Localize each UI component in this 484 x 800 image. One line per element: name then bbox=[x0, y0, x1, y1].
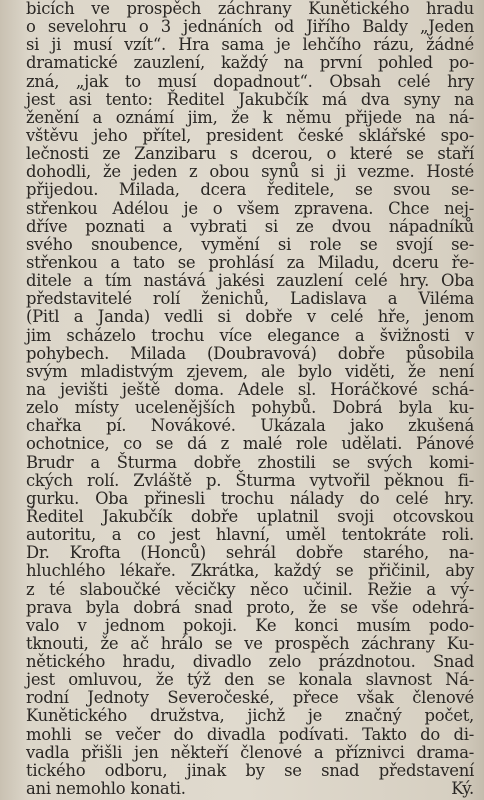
article-line-42: vadla přišli jen někteří členové a příznivci drama- bbox=[26, 742, 474, 762]
article-line-15: střenkou a tato se prohlásí za Miladu, dceru ře- bbox=[26, 252, 474, 272]
article-line-8: vštěvu jeho přítel, president české sklářské spo- bbox=[26, 125, 474, 145]
article-line-7: ženění a oznámí jim, že k němu přijede na ná- bbox=[26, 107, 474, 127]
article-line-31: Dr. Krofta (Honců) sehrál dobře starého, na- bbox=[26, 543, 474, 563]
author-signature: Ký. bbox=[451, 779, 474, 799]
article-line-25: ochotnice, co se dá z malé role udělati. Pánové bbox=[26, 434, 474, 454]
article-line-23: zelo místy ucelenějších pohybů. Dobrá byla ku- bbox=[26, 398, 474, 418]
article-line-39: rodní Jednoty Severočeské, přece však členové bbox=[26, 688, 474, 708]
article-line-5: zná, „jak to musí dopadnout“. Obsah celé hry bbox=[26, 71, 474, 91]
article-line-1: bicích ve prospěch záchrany Kunětického hradu bbox=[26, 0, 474, 18]
article-line-33: z té slaboučké věcičky něco učinil. Režie a vý- bbox=[26, 579, 474, 599]
article-line-16: ditele a tím nastává jakési zauzlení celé hry. Oba bbox=[26, 271, 474, 291]
article-line-28: gurku. Oba přinesli trochu nálady do celé hry. bbox=[26, 488, 474, 508]
article-last-line-text: ani nemohlo konati. bbox=[26, 779, 186, 799]
article-line-34: prava byla dobrá snad proto, že se vše odehrá- bbox=[26, 597, 474, 617]
article-line-37: nětického hradu, divadlo zelo prázdnotou. Snad bbox=[26, 652, 474, 672]
article-line-32: hluchlého lékaře. Zkrátka, každý se přičinil, aby bbox=[26, 561, 474, 581]
article-line-19: jim scházelo trochu více elegance a švižnosti v bbox=[26, 325, 474, 345]
article-line-22: na jevišti ještě doma. Adele sl. Horáčkové schá- bbox=[26, 379, 474, 399]
article-line-43: tického odboru, jinak by se snad představení bbox=[26, 760, 474, 780]
article-line-41: mohli se večer do divadla podívati. Takto do di- bbox=[26, 724, 474, 744]
article-line-3: si ji musí vzít“. Hra sama je lehčího rázu, žádné bbox=[26, 35, 474, 55]
article-line-9: lečnosti ze Zanzibaru s dcerou, o které se staří bbox=[26, 144, 474, 164]
article-line-17: představitelé rolí ženichů, Ladislava a Viléma bbox=[26, 289, 474, 309]
article-line-4: dramatické zauzlení, každý na první pohled po- bbox=[26, 53, 474, 73]
article-line-27: ckých rolí. Zvláště p. Šturma vytvořil pěknou fi- bbox=[26, 470, 474, 490]
article-line-12: střenkou Adélou je o všem zpravena. Chce nej- bbox=[26, 198, 474, 218]
article-line-36: tknouti, že ač hrálo se ve prospěch záchrany Ku- bbox=[26, 633, 474, 653]
article-line-13: dříve poznati a vybrati si ze dvou nápadníků bbox=[26, 216, 474, 236]
article-line-30: autoritu, a co jest hlavní, uměl tentokráte roli. bbox=[26, 525, 474, 545]
article-line-14: svého snoubence, vymění si role se svojí se- bbox=[26, 234, 474, 254]
article-line-38: jest omluvou, že týž den se konala slavnost Ná- bbox=[26, 670, 474, 690]
article-line-35: valo v jednom pokoji. Ke konci musím podo- bbox=[26, 615, 474, 635]
article-line-26: Brudr a Šturma dobře zhostili se svých komi- bbox=[26, 452, 474, 472]
article-line-18: (Pitl a Janda) vedli si dobře v celé hře, jenom bbox=[26, 307, 474, 327]
article-line-40: Kunětického družstva, jichž je značný počet, bbox=[26, 706, 474, 726]
article-line-20: pohybech. Milada (Doubravová) dobře působila bbox=[26, 343, 474, 363]
article-line-24: chařka pí. Novákové. Ukázala jako zkušená bbox=[26, 416, 474, 436]
article-line-6: jest asi tento: Ředitel Jakubčík má dva syny na bbox=[26, 89, 474, 109]
article-line-10: dohodli, že jeden z obou synů si ji vezme. Hosté bbox=[26, 162, 474, 182]
article-line-11: přijedou. Milada, dcera ředitele, se svou se- bbox=[26, 180, 474, 200]
article-line-21: svým mladistvým zjevem, ale bylo viděti, že není bbox=[26, 361, 474, 381]
article-line-2: o sevelohru o 3 jednáních od Jiřího Baldy „Jeden bbox=[26, 17, 474, 37]
article-text-column bbox=[26, 0, 474, 798]
article-line-44 bbox=[26, 780, 474, 798]
article-line-29: Ředitel Jakubčík dobře uplatnil svoji otcovskou bbox=[26, 506, 474, 526]
